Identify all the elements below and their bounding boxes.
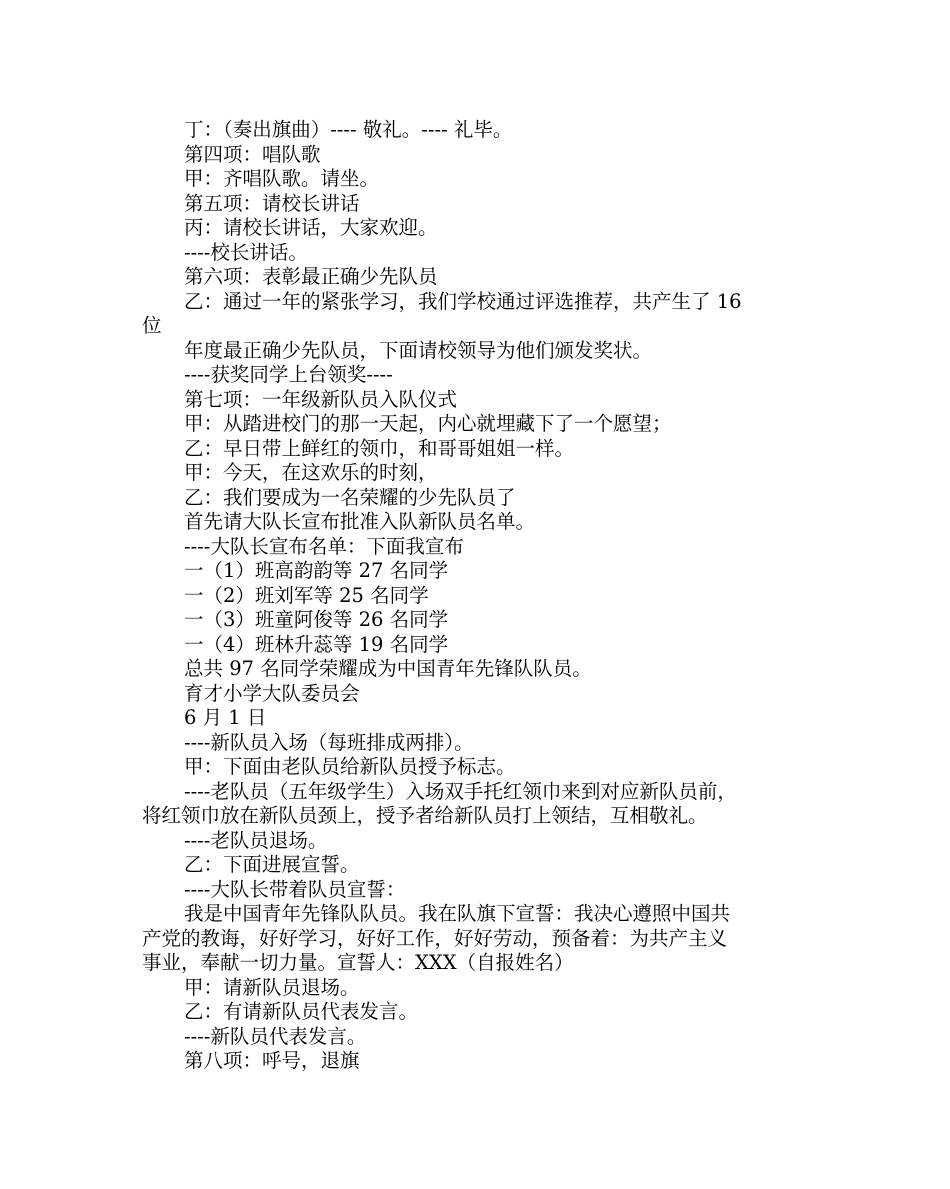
text-line: ----新队员代表发言。 xyxy=(184,1024,367,1048)
class-list-item: 一（1）班高韵韵等 27 名同学 xyxy=(184,559,449,582)
section-heading: 第七项：一年级新队员入队仪式 xyxy=(184,387,458,411)
text-line: 甲：今天，在这欢乐的时刻， xyxy=(184,461,438,484)
text-line: 乙：有请新队员代表发言。 xyxy=(184,1000,419,1023)
text-line: 丙：请校长讲话，大家欢迎。 xyxy=(184,216,438,239)
date-line: 6 月 1 日 xyxy=(184,706,267,729)
text-line: 将红领巾放在新队员颈上，授予者给新队员打上领结，互相敬礼。 xyxy=(142,804,708,827)
text-line: 乙：早日带上鲜红的领巾，和哥哥姐姐一样。 xyxy=(184,436,575,460)
text-line: 总共 97 名同学荣耀成为中国青年先锋队队员。 xyxy=(184,657,592,680)
text-line: ----大队长带着队员宣誓： xyxy=(184,877,406,901)
text-line: ----获奖同学上台领奖---- xyxy=(184,363,393,386)
section-heading: 第四项：唱队歌 xyxy=(184,142,321,166)
text-line: 乙：通过一年的紧张学习，我们学校通过评选推荐，共产生了 16 xyxy=(184,289,742,313)
text-line: 甲：从踏进校门的那一天起，内心就埋藏下了一个愿望； xyxy=(184,412,672,435)
text-line: ----校长讲话。 xyxy=(184,240,308,264)
text-line: 丁：（奏出旗曲）---- 敬礼。---- 礼毕。 xyxy=(184,118,513,141)
document-body xyxy=(142,118,814,1074)
class-list-item: 一（4）班林升蕊等 19 名同学 xyxy=(184,632,449,656)
section-heading: 第六项：表彰最正确少先队员 xyxy=(184,265,438,288)
text-line: 甲：请新队员退场。 xyxy=(184,975,360,999)
text-line: 首先请大队长宣布批准入队新队员名单。 xyxy=(184,510,536,533)
section-heading: 第八项：呼号，退旗 xyxy=(184,1049,360,1072)
signature-line: 育才小学大队委员会 xyxy=(184,681,360,705)
oath-line: 我是中国青年先锋队队员。我在队旗下宣誓：我决心遵照中国共 xyxy=(184,902,731,925)
text-line: ----老队员（五年级学生）入场双手托红领巾来到对应新队员前， xyxy=(184,779,737,803)
text-line: 乙：我们要成为一名荣耀的少先队员了 xyxy=(184,485,516,509)
text-line: ----新队员入场（每班排成两排）。 xyxy=(184,730,474,754)
text-line: 乙：下面进展宣誓。 xyxy=(184,853,360,876)
text-line: 年度最正确少先队员，下面请校领导为他们颁发奖状。 xyxy=(184,338,653,362)
text-line: 甲：下面由老队员给新队员授予标志。 xyxy=(184,755,516,778)
oath-line: 事业，奉献一切力量。宣誓人：XXX（自报姓名） xyxy=(142,951,574,974)
text-line: ----老队员退场。 xyxy=(184,828,328,852)
class-list-item: 一（2）班刘军等 25 名同学 xyxy=(184,583,429,607)
class-list-item: 一（3）班童阿俊等 26 名同学 xyxy=(184,608,449,631)
text-line: 甲：齐唱队歌。请坐。 xyxy=(184,167,380,190)
section-heading: 第五项：请校长讲话 xyxy=(184,191,360,215)
oath-line: 产党的教诲，好好学习，好好工作，好好劳动，预备着：为共产主义 xyxy=(142,926,728,950)
text-line: 位 xyxy=(142,314,162,337)
text-line: ----大队长宣布名单：下面我宣布 xyxy=(184,534,464,558)
